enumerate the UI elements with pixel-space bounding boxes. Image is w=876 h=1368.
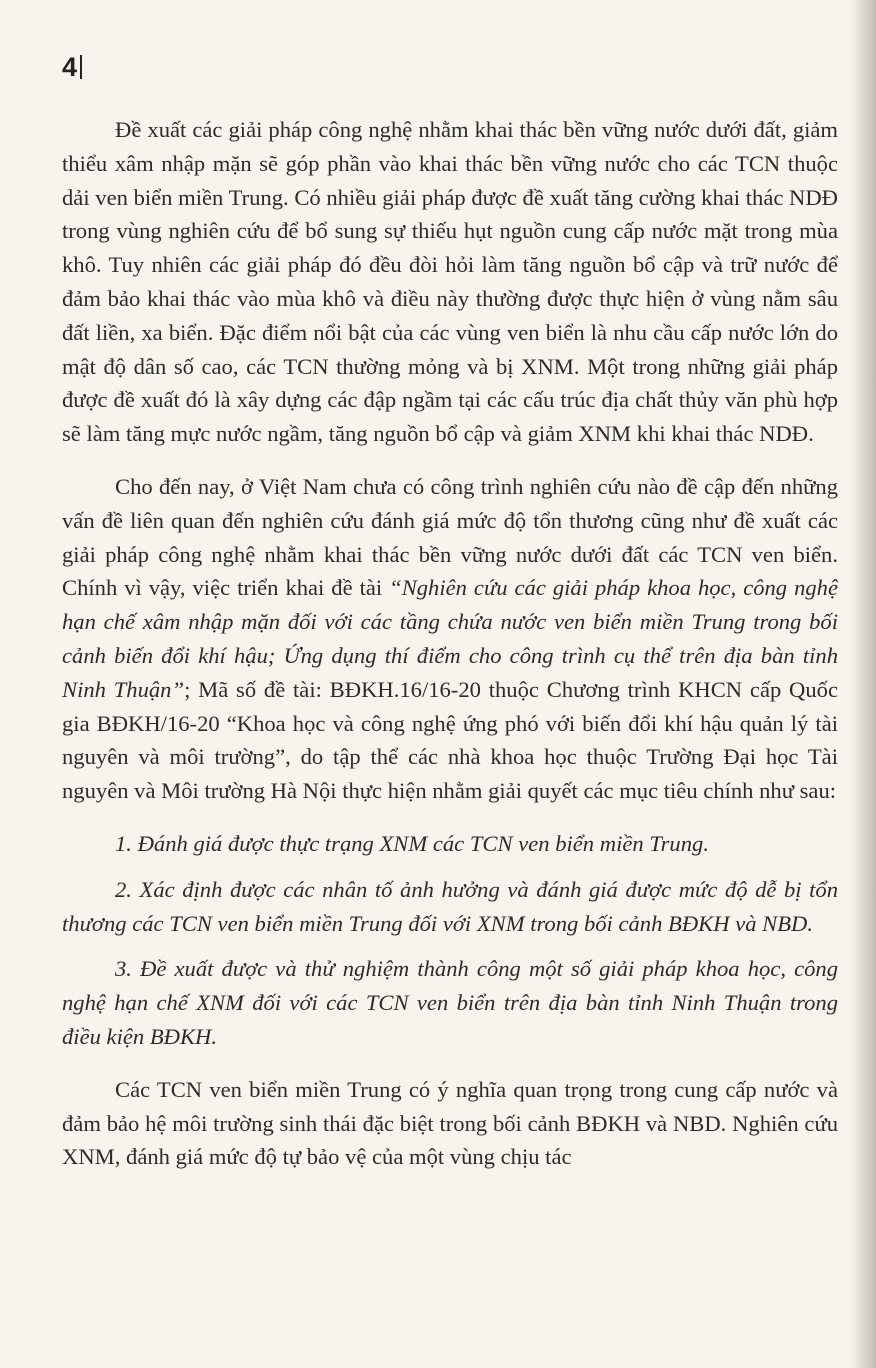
page-number-divider xyxy=(80,55,82,79)
objective-1: 1. Đánh giá được thực trạng XNM các TCN ven biển miền Trung. xyxy=(115,830,709,856)
paragraph-closing: Các TCN ven biển miền Trung có ý nghĩa quan trọng trong cung cấp nước và đảm bảo hệ môi trường sinh thái đặc biệt trong bối cảnh BĐKH và NBD. Nghiên cứu XNM, đánh giá mức độ tự bảo vệ của một vùng chịu tác xyxy=(62,1076,838,1170)
project-text-before: Cho đến nay, ở Việt Nam chưa có công trình nghiên cứu nào đề cập đến những vấn đề liên quan đến nghiên cứu đánh giá mức độ tổn thương cũng như đề xuất các giải pháp công nghệ nhằm khai thác bền vững nước dưới đất các TCN ven biển. Chính vì vậy, việc triển khai đề tài xyxy=(62,473,838,601)
page-edge-shadow xyxy=(850,0,876,1368)
paragraph-intro: Đề xuất các giải pháp công nghệ nhằm khai thác bền vững nước dưới đất, giảm thiểu xâm nhập mặn sẽ góp phần vào khai thác bền vững nước cho các TCN thuộc dải ven biển miền Trung. Có nhiều giải pháp được đề xuất tăng cường khai thác NDĐ trong vùng nghiên cứu để bổ sung sự thiếu hụt nguồn cung cấp nước mặt trong mùa khô. Tuy nhiên các giải pháp đó đều đòi hỏi làm tăng nguồn bổ cập và trữ nước để đảm bảo khai thác vào mùa khô và điều này thường được thực hiện ở vùng nằm sâu đất liền, xa biển. Đặc điểm nổi bật của các vùng ven biển là nhu cầu cấp nước lớn do mật độ dân số cao, các TCN thường mỏng và bị XNM. Một trong những giải pháp được đề xuất đó là xây dựng các đập ngầm tại các cấu trúc địa chất thủy văn phù hợp sẽ làm tăng mực nước ngầm, tăng nguồn bổ cập và giảm XNM khi khai thác NDĐ. xyxy=(62,117,838,447)
project-title: “Nghiên cứu các giải pháp khoa học, công nghệ hạn chế xâm nhập mặn đối với các tầng chứa nước ven biển miền Trung trong bối cảnh biến đổi khí hậu; Ứng dụng thí điểm cho công trình cụ thể trên địa bàn tỉnh Ninh Thuận” xyxy=(62,575,838,702)
paragraph-project xyxy=(62,470,838,808)
objective-3: 3. Đề xuất được và thử nghiệm thành công một số giải pháp khoa học, công nghệ hạn chế XNM đối với các TCN ven biển trên địa bàn tỉnh Ninh Thuận trong điều kiện BĐKH. xyxy=(62,956,838,1049)
page-body xyxy=(62,113,838,1174)
objective-2: 2. Xác định được các nhân tố ảnh hưởng và đánh giá được mức độ dễ bị tổn thương các TCN ven biển miền Trung đối với XNM trong bối cảnh BĐKH và NBD. xyxy=(62,876,838,936)
project-text-after: ; Mã số đề tài: BĐKH.16/16-20 thuộc Chương trình KHCN cấp Quốc gia BĐKH/16-20 “Khoa học và công nghệ ứng phó với biến đổi khí hậu quản lý tài nguyên và môi trường”, do tập thể các nhà khoa học thuộc Trường Đại học Tài nguyên và Môi trường Hà Nội thực hiện nhằm giải quyết các mục tiêu chính như sau: xyxy=(62,676,838,804)
page-number xyxy=(62,52,82,83)
page-number-text: 4 xyxy=(62,52,78,82)
